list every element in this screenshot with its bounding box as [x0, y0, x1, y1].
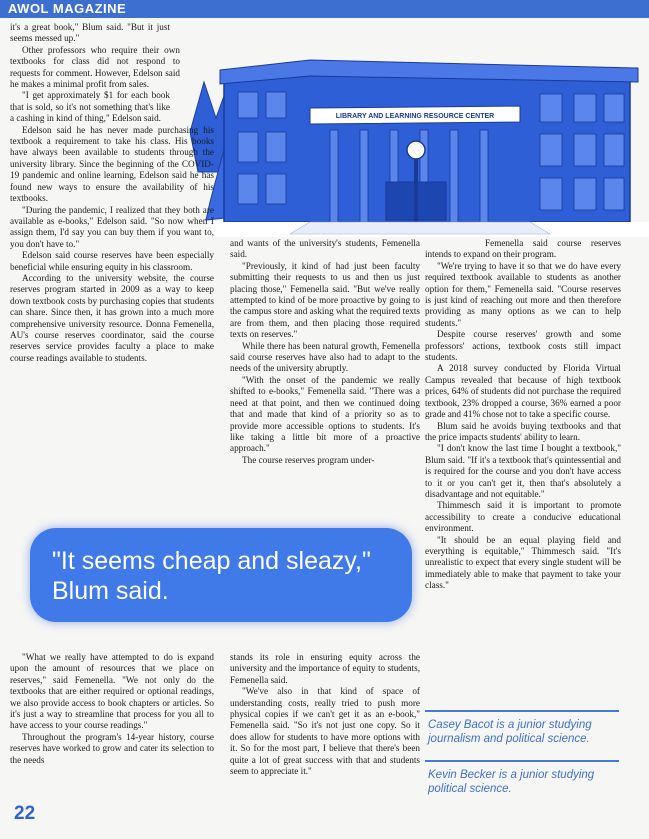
pull-quote-line: "It seems cheap and sleazy,": [52, 547, 371, 575]
header-bar: [0, 0, 649, 18]
paragraph: "What we really have attempted to do is expand upon the amount of resources that we place on reserves," said Femenella. "We not only do the textbooks that are either required or optional readings, we also provide access to book chapters or articles. So it's just a way to streamline that process for you all to have access to your course readings.": [10, 652, 214, 731]
magazine-title: AWOL MAGAZINE: [8, 1, 127, 16]
library-sign-text: LIBRARY AND LEARNING RESOURCE CENTER: [335, 113, 495, 120]
paragraph: "It should be an equal playing field and everything is equitable," Thimmesch said. "It's unrealistic to expect that every single student will be immediately able to make that payment to take your class.": [425, 534, 621, 591]
library-building-illustration: [190, 22, 649, 237]
paragraph: Other professors who require their own textbooks for class did not respond to requests for comment. However, Edelson said he makes a minimal profit from sales.: [10, 44, 180, 90]
paragraph: Femenella said course reserves intends to expand on their program.: [425, 238, 621, 260]
pull-quote-attribution: Blum said.: [52, 577, 169, 605]
article-column-2-continued: [230, 652, 420, 777]
bio-divider: [425, 760, 619, 762]
bio-divider: [425, 710, 619, 712]
article-column-1: [10, 22, 214, 364]
paragraph: Edelson said course reserves have been especially beneficial while ensuring equity in his classroom.: [10, 250, 214, 272]
paragraph: A 2018 survey conducted by Florida Virtual Campus revealed that because of high textbook prices, 64% of students did not purchase the required textbook, 23% dropped a course, 36% earned a poor grade and 41% chose not to take a specific course.: [425, 363, 621, 420]
paragraph: Despite course reserves' growth and some professors' actions, textbook costs still impact students.: [425, 329, 621, 363]
article-column-2: [230, 238, 420, 466]
paragraph: The course reserves program under-: [242, 454, 375, 465]
paragraph: "I don't know the last time I bought a textbook," Blum said. "If it's a textbook that's quintessential and is required for the course and you don't have access to it or you can't get it, then that's absolutely a disadvantage and not equitable.": [425, 443, 621, 499]
paragraph: Edelson said he has never made purchasing his textbook a requirement to take his class. His books have always been available to students through the university library. Since the beginning of the COVID-19 pandemic and online learning, Edelson said he has found new ways to ensure the availability of his textbooks.: [10, 124, 214, 204]
pull-quote-text: [52, 546, 371, 606]
paragraph: Throughout the program's 14-year history, course reserves have worked to grow and cater its selection to the needs: [10, 731, 214, 765]
article-column-3: [425, 238, 621, 592]
paragraph: "With the onset of the pandemic we really shifted to e-books," Femenella said. "There was a need at that point, and then we continued doing that and made that kind of a priority so as to provide more accessible options to students. It's like taking a little bit more of a proactive approach.": [230, 374, 420, 454]
paragraph: Blum said he avoids buying textbooks and that the price impacts students' ability to learn.: [425, 420, 621, 442]
paragraph: it's a great book," Blum said. "But it just seems messed up.": [10, 22, 170, 44]
paragraph: According to the university website, the course reserves program started in 2009 as a way to keep down textbook costs by purchasing copies that students can share. Since then, it has grown into a much more comprehensive university resource. Donna Femenella, AU's course reserves coordinator, said the course reserves service provides faculty a place to make course readings available to students.: [10, 272, 214, 363]
article-column-1-continued: [10, 652, 214, 766]
paragraph: stands its role in ensuring equity across the university and the importance of equity to students, Femenella said.: [230, 652, 420, 685]
paragraph: and wants of the university's students, Femenella said.: [230, 238, 420, 260]
paragraph: Thimmesch said it is important to promote accessibility to create a conducive educational environment.: [425, 500, 621, 534]
paragraph: "I get approximately $1 for each book that is sold, so it's not something that's like a cashing in kind of thing," Edelson said.: [10, 90, 170, 124]
author-bio: Kevin Becker is a junior studying political science.: [428, 769, 595, 795]
paragraph: "Previously, it kind of had just been faculty submitting their requests to us and then us just placing those," Femenella said. "But we've really attempted to kind of be more proactive by going to the campus store and asking what the required texts are from them, and then placing those required texts on reserves.": [230, 260, 420, 340]
paragraph: "We're trying to have it so that we do have every required textbook available to students as another option for them," Femenella said. "Course reserves is just kind of reaching out more and then therefore providing as many options as we can to help students.": [425, 260, 621, 328]
paragraph: "During the pandemic, I realized that they both are available as e-books," Edelson said. "So now when I assign them, I'd say you can buy them if you want to, you don't have to.": [10, 204, 214, 249]
page-number: 22: [14, 803, 36, 824]
paragraph: "We've also in that kind of space of understanding costs, really tried to push more physical copies if we can't get it as an e-book," Femenella said. "So it's not just one copy. So it does allow for students to have more options with it. So for the most part, I believe that there's been quite a lot of great success with that and students seem to appreciate it.": [230, 686, 420, 777]
author-bio: Casey Bacot is a junior studying journalism and political science.: [428, 719, 592, 745]
paragraph: While there has been natural growth, Femenella said course reserves have also had to adapt to the needs of the university abruptly.: [230, 340, 420, 374]
pull-quote: [30, 528, 412, 622]
